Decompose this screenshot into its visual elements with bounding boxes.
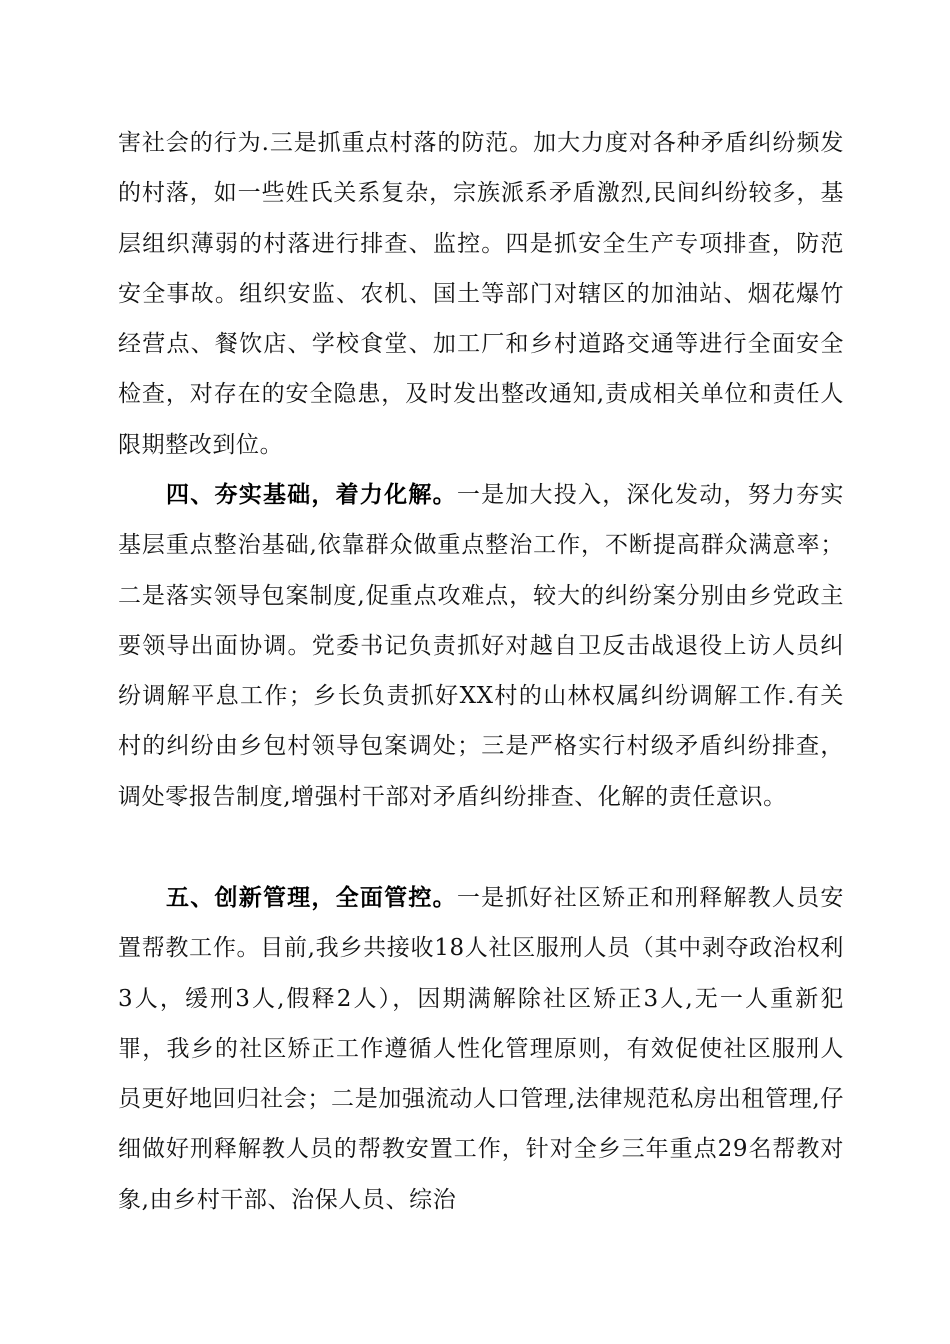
paragraph-1-text: 害社会的行为.三是抓重点村落的防范。加大力度对各种矛盾纠纷频发的村落，如一些姓氏关系复杂，宗族派系矛盾激烈,民间纠纷较多，基层组织薄弱的村落进行排查、监控。四是抓安全生产专项排查，防范安全事故。组织安监、农机、国土等部门对辖区的加油站、烟花爆竹经营点、餐饮店、学校食堂、加工厂和乡村道路交通等进行全面安全检查，对存在的安全隐患，及时发出整改通知,责成相关单位和责任人限期整改到位。 [118, 130, 844, 458]
section-5-heading: 五、创新管理，全面管控。 [166, 885, 457, 911]
paragraph-1 [118, 118, 844, 470]
section-4-heading: 四、夯实基础，着力化解。 [166, 482, 457, 508]
paragraph-2 [118, 470, 844, 822]
paragraph-3-text: 一是抓好社区矫正和刑释解教人员安置帮教工作。目前,我乡共接收18人社区服刑人员（其中剥夺政治权利3人，缓刑3人,假释2人），因期满解除社区矫正3人,无一人重新犯罪，我乡的社区矫正工作遵循人性化管理原则，有效促使社区服刑人员更好地回归社会；二是加强流动人口管理,法律规范私房出租管理,仔细做好刑释解教人员的帮教安置工作，针对全乡三年重点29名帮教对象,由乡村干部、治保人员、综治 [118, 885, 844, 1213]
paragraph-3 [118, 873, 844, 1225]
paragraph-2-text: 一是加大投入，深化发动，努力夯实基层重点整治基础,依靠群众做重点整治工作，不断提高群众满意率；二是落实领导包案制度,促重点攻难点，较大的纠纷案分别由乡党政主要领导出面协调。党委书记负责抓好对越自卫反击战退役上访人员纠纷调解平息工作；乡长负责抓好XX村的山林权属纠纷调解工作.有关村的纠纷由乡包村领导包案调处；三是严格实行村级矛盾纠纷排查，调处零报告制度,增强村干部对矛盾纠纷排查、化解的责任意识。 [118, 482, 844, 810]
